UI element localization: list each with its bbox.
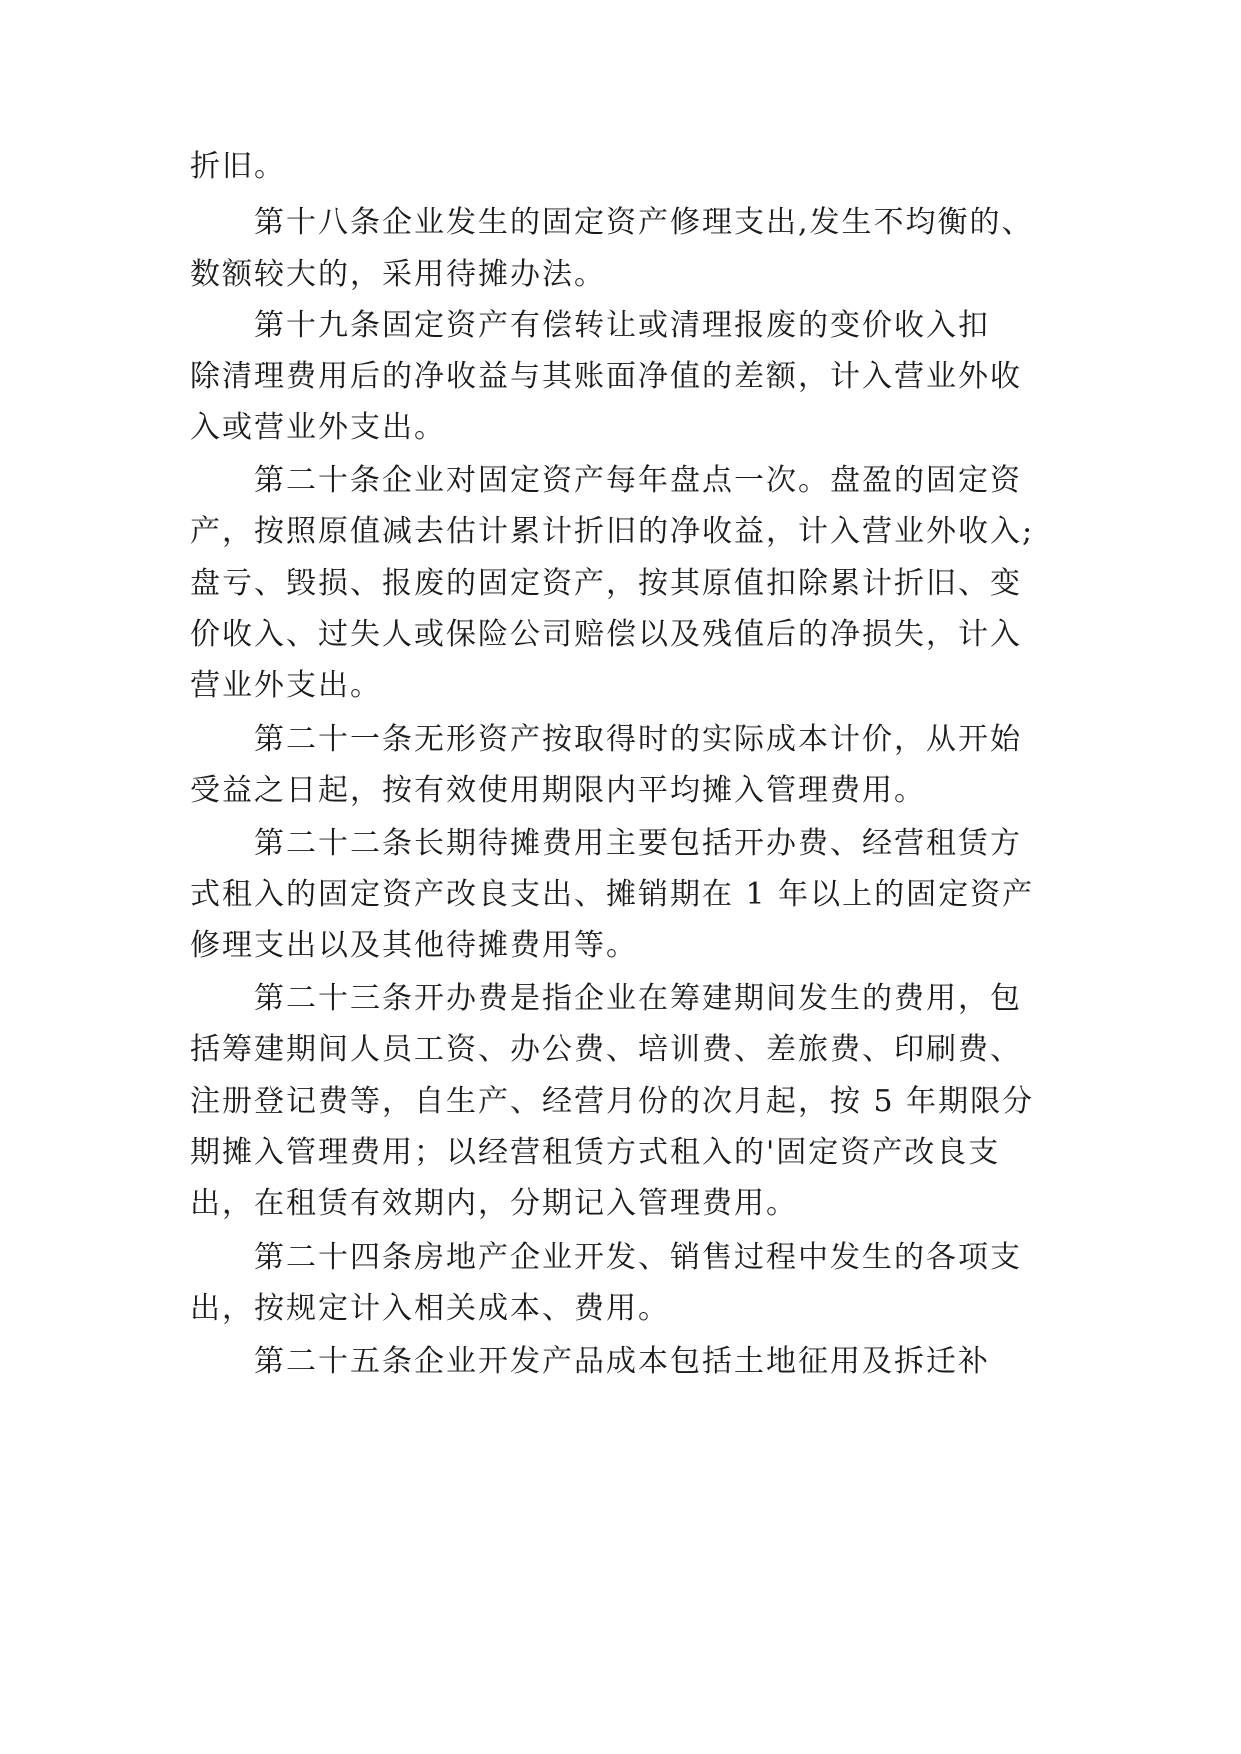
text-line: 入或营业外支出。 — [190, 410, 446, 445]
text-line: 产，按照原值减去估计累计折旧的净收益，计入营业外收入; — [190, 514, 1035, 549]
article-23-line-1: 第二十三条开办费是指企业在筹建期间发生的费用，包 — [254, 981, 1022, 1016]
text-line: 盘亏、毁损、报废的固定资产，按其原值扣除累计折旧、变 — [190, 566, 1022, 601]
text-line: 式租入的固定资产改良支出、摊销期在 1 年以上的固定资产 — [190, 877, 1035, 912]
text-line: 出，按规定计入相关成本、费用。 — [190, 1291, 670, 1326]
article-24-line-1: 第二十四条房地产企业开发、销售过程中发生的各项支 — [254, 1240, 1022, 1275]
article-21-line-1: 第二十一条无形资产按取得时的实际成本计价，从开始 — [254, 722, 1022, 757]
article-18-line-1: 第十八条企业发生的固定资产修理支出,发生不均衡的、 — [254, 205, 1034, 240]
text-line: 营业外支出。 — [190, 668, 382, 703]
text-line: 除清理费用后的净收益与其账面净值的差额，计入营业外收 — [190, 359, 1022, 394]
text-line: 期摊入管理费用；以经营租赁方式租入的'固定资产改良支 — [190, 1135, 1001, 1170]
text-line: 价收入、过失人或保险公司赔偿以及残值后的净损失，计入 — [190, 617, 1022, 652]
article-25-line-1: 第二十五条企业开发产品成本包括土地征用及拆迁补 — [254, 1344, 990, 1379]
text-line: 出，在租赁有效期内，分期记入管理费用。 — [190, 1186, 798, 1221]
article-22-line-1: 第二十二条长期待摊费用主要包括开办费、经营租赁方 — [254, 826, 1022, 861]
text-line: 受益之日起，按有效使用期限内平均摊入管理费用。 — [190, 773, 926, 808]
text-line: 修理支出以及其他待摊费用等。 — [190, 928, 638, 963]
text-line: 数额较大的，采用待摊办法。 — [190, 257, 606, 292]
text-line: 注册登记费等，自生产、经营月份的次月起，按 5 年期限分 — [190, 1084, 1035, 1119]
text-line: 折旧。 — [190, 149, 286, 184]
text-line: 括筹建期间人员工资、办公费、培训费、差旅费、印刷费、 — [190, 1032, 1022, 1067]
article-20-line-1: 第二十条企业对固定资产每年盘点一次。盘盈的固定资 — [254, 463, 1022, 498]
article-19-line-1: 第十九条固定资产有偿转让或清理报废的变价收入扣 — [254, 308, 990, 343]
